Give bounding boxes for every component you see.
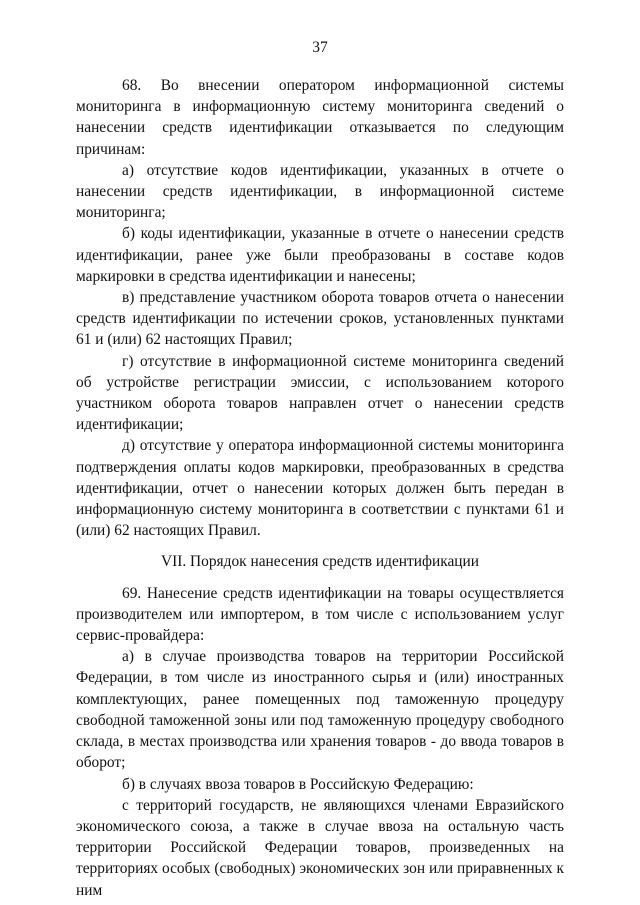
- paragraph-69-b: б) в случаях ввоза товаров в Российскую Федерацию:: [122, 775, 474, 793]
- document-body: [76, 75, 564, 901]
- paragraph-69: 69. Нанесение средств идентификации на товары осуществляется производителем или импортером, в том числе с использованием услуг сервис-провайдера:: [76, 584, 564, 645]
- page-number: 37: [312, 39, 328, 56]
- paragraph-68-v: в) представление участником оборота товаров отчета о нанесении средств идентификации по истечении сроков, установленных пунктами 61 и (или) 62 настоящих Правил;: [76, 289, 564, 349]
- section-heading: VII. Порядок нанесения средств идентификации: [160, 553, 479, 571]
- paragraph-68-a: а) отсутствие кодов идентификации, указанных в отчете о нанесении средств идентификации, в информационной системе мониторинга;: [76, 161, 564, 222]
- paragraph-68-g: г) отсутствие в информационной системе мониторинга сведений об устройстве регистрации эмиссии, с использованием которого участником оборота товаров направлен отчет о нанесении средств идентификации;: [76, 352, 564, 434]
- paragraph-68: 68. Во внесении оператором информационной системы мониторинга в информационную систему мониторинга сведений о нанесении средств идентификации отказывается по следующим причинам:: [76, 77, 564, 158]
- paragraph-68-b: б) коды идентификации, указанные в отчете о нанесении средств идентификации, ранее уже были преобразованы в составе кодов маркировки в средства идентификации и нанесены;: [76, 225, 564, 285]
- paragraph-69-a: а) в случае производства товаров на территории Российской Федерации, в том числе из иностранного сырья и (или) иностранных комплектующих, ранее помещенных под таможенную процедуру свободной таможенной зоны или под таможенную процедуру свободного склада, в местах производства или хранения товаров - до ввода товаров в оборот;: [76, 648, 564, 772]
- paragraph-69-b-item: с территорий государств, не являющихся членами Евразийского экономического союза, а также в случае ввоза на остальную часть территории Российской Федерации товаров, произведенных на территориях особых (свободных) экономических зон или приравненных к ним: [76, 796, 564, 899]
- paragraph-68-d: д) отсутствие у оператора информационной системы мониторинга подтверждения оплаты кодов маркировки, преобразованных в средства идентификации, отчет о нанесении которых должен быть передан в информационную систему мониторинга в соответствии с пунктами 61 и (или) 62 настоящих Правил.: [76, 437, 564, 540]
